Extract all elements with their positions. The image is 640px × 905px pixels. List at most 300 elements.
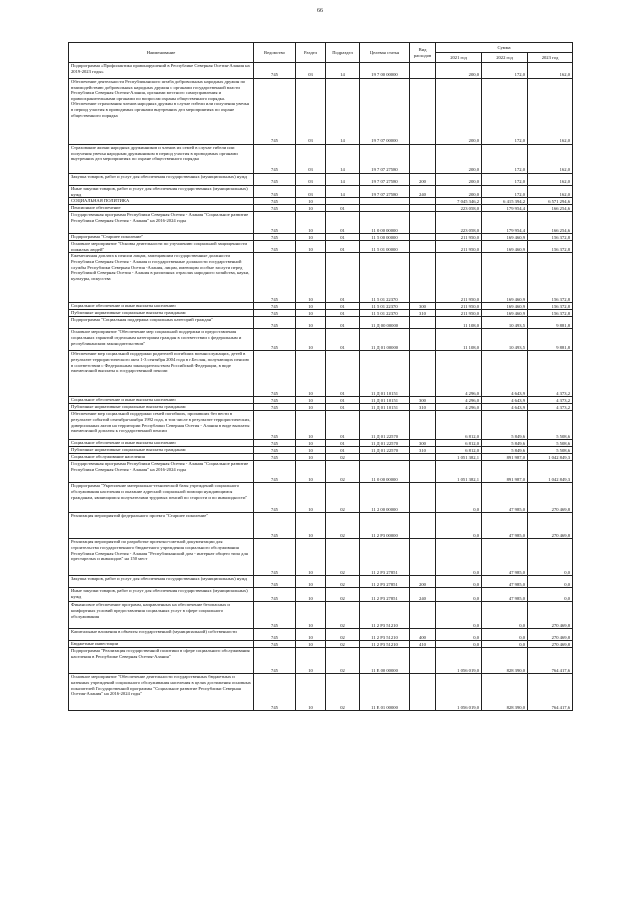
row-sum-2021: 211 950,0 <box>436 303 482 310</box>
row-sum-2022: 169 460,9 <box>482 310 528 317</box>
row-sum-2021: 4 296,0 <box>436 351 482 397</box>
row-sum-2023: 156 372,8 <box>528 303 573 310</box>
row-sum-2021: 11 108,0 <box>436 317 482 329</box>
row-tselevaya-statya <box>360 454 410 461</box>
row-vid-raskhodov <box>410 648 436 674</box>
row-tselevaya-statya: 11 0 00 00000 <box>360 461 410 483</box>
row-sum-2023: 4 373,2 <box>528 397 573 404</box>
row-sum-2023: 270 469,8 <box>528 483 573 513</box>
row-vid-raskhodov <box>410 454 436 461</box>
row-sum-2022: 169 460,9 <box>482 234 528 241</box>
row-podrazdel: 01 <box>326 205 360 212</box>
row-sum-2022: 179 954,4 <box>482 205 528 212</box>
row-vedomstvo: 745 <box>254 329 296 351</box>
row-name: Ежемесячная доплата к пенсии лицам, замещавшим государственные должности Республики Северная Осетия - Алания и государственные должности государственной службы Республики Северная Осетия -Алания, лицам, имеющим особые заслуги перед Республикой Северная Осетия - Алания в различных отраслях народного хозяйства, науки, культуры, искусства <box>69 253 254 303</box>
row-name: СОЦИАЛЬНАЯ ПОЛИТИКА <box>69 198 254 205</box>
row-tselevaya-statya: 11 5 01 22370 <box>360 310 410 317</box>
row-vid-raskhodov <box>410 212 436 234</box>
row-tselevaya-statya: 11 2 P3 00000 <box>360 513 410 539</box>
row-vedomstvo: 745 <box>254 461 296 483</box>
row-sum-2022: 4 643,9 <box>482 351 528 397</box>
table-row <box>69 63 573 79</box>
row-vedomstvo: 745 <box>254 411 296 440</box>
row-razdel: 10 <box>296 404 326 411</box>
row-sum-2022: 10 493,5 <box>482 317 528 329</box>
row-podrazdel: 02 <box>326 641 360 648</box>
row-vid-raskhodov <box>410 253 436 303</box>
row-podrazdel: 01 <box>326 253 360 303</box>
row-podrazdel <box>326 198 360 205</box>
row-tselevaya-statya: 11 2 P3 51210 <box>360 602 410 629</box>
row-vedomstvo: 745 <box>254 205 296 212</box>
row-sum-2023: 4 373,2 <box>528 351 573 397</box>
row-sum-2023: 156 372,8 <box>528 253 573 303</box>
row-vedomstvo: 745 <box>254 513 296 539</box>
row-sum-2022: 10 493,5 <box>482 329 528 351</box>
row-tselevaya-statya: 11 Е 01 00000 <box>360 674 410 711</box>
row-razdel: 03 <box>296 79 326 145</box>
row-razdel: 10 <box>296 641 326 648</box>
table-row <box>69 303 573 310</box>
row-razdel: 10 <box>296 397 326 404</box>
row-sum-2023: 166 254,6 <box>528 212 573 234</box>
row-vedomstvo: 745 <box>254 404 296 411</box>
row-name: Социальное обслуживание населения <box>69 454 254 461</box>
table-row <box>69 539 573 576</box>
row-razdel: 10 <box>296 454 326 461</box>
row-sum-2023: 156 372,8 <box>528 310 573 317</box>
row-sum-2021: 1 056 019,0 <box>436 648 482 674</box>
row-sum-2022: 4 643,9 <box>482 404 528 411</box>
row-razdel: 10 <box>296 461 326 483</box>
row-sum-2023: 162,0 <box>528 79 573 145</box>
row-name: Основное мероприятие "Обеспечение мер социальной поддержки и предоставления социальных гарантий отдельным категориям граждан в соответствии с федеральным и республиканским законодательством" <box>69 329 254 351</box>
row-vedomstvo: 745 <box>254 483 296 513</box>
row-sum-2021: 211 950,0 <box>436 253 482 303</box>
row-vid-raskhodov <box>410 513 436 539</box>
row-vedomstvo: 745 <box>254 440 296 447</box>
row-sum-2022: 5 849,6 <box>482 447 528 454</box>
row-sum-2022: 179 954,4 <box>482 212 528 234</box>
row-razdel: 10 <box>296 447 326 454</box>
table-row <box>69 411 573 440</box>
row-razdel: 03 <box>296 63 326 79</box>
row-sum-2021: 6 812,0 <box>436 440 482 447</box>
row-sum-2022: 47 985,0 <box>482 483 528 513</box>
row-podrazdel: 02 <box>326 576 360 588</box>
row-sum-2023: 0,0 <box>528 539 573 576</box>
table-row <box>69 440 573 447</box>
row-vid-raskhodov <box>410 198 436 205</box>
row-podrazdel: 14 <box>326 174 360 186</box>
row-name: Бюджетные инвестиции <box>69 641 254 648</box>
row-vedomstvo: 745 <box>254 145 296 174</box>
row-razdel: 10 <box>296 253 326 303</box>
row-razdel: 10 <box>296 329 326 351</box>
table-row <box>69 397 573 404</box>
row-sum-2021: 0,0 <box>436 483 482 513</box>
header-vedomstvo: Ведомство <box>254 43 296 63</box>
row-vedomstvo: 745 <box>254 253 296 303</box>
row-vedomstvo: 745 <box>254 234 296 241</box>
row-razdel: 10 <box>296 539 326 576</box>
header-tselevaya-statya: Целевая статья <box>360 43 410 63</box>
table-row <box>69 674 573 711</box>
row-sum-2022: 891 987,0 <box>482 454 528 461</box>
header-year-2022: 2022 год <box>482 53 528 63</box>
row-sum-2022: 172,0 <box>482 63 528 79</box>
row-vid-raskhodov <box>410 145 436 174</box>
row-podrazdel: 01 <box>326 212 360 234</box>
row-vid-raskhodov: 200 <box>410 174 436 186</box>
row-vid-raskhodov <box>410 483 436 513</box>
row-vid-raskhodov: 200 <box>410 576 436 588</box>
row-razdel: 10 <box>296 310 326 317</box>
row-tselevaya-statya: 19 7 07 00000 <box>360 79 410 145</box>
table-row <box>69 329 573 351</box>
row-sum-2021: 0,0 <box>436 576 482 588</box>
header-name: Наименование <box>69 43 254 63</box>
table-row <box>69 629 573 641</box>
row-podrazdel: 01 <box>326 303 360 310</box>
row-sum-2023: 162,0 <box>528 186 573 198</box>
row-podrazdel: 01 <box>326 234 360 241</box>
header-podrazdel: Подраздел <box>326 43 360 63</box>
row-sum-2022: 169 460,9 <box>482 253 528 303</box>
row-vedomstvo: 745 <box>254 648 296 674</box>
row-podrazdel: 14 <box>326 79 360 145</box>
row-name: Социальное обеспечение и иные выплаты населению <box>69 397 254 404</box>
row-vid-raskhodov <box>410 351 436 397</box>
row-tselevaya-statya: 11 Д 01 22570 <box>360 411 410 440</box>
row-tselevaya-statya <box>360 198 410 205</box>
row-sum-2021: 200,0 <box>436 174 482 186</box>
row-vedomstvo: 745 <box>254 63 296 79</box>
row-podrazdel: 02 <box>326 674 360 711</box>
row-podrazdel: 01 <box>326 329 360 351</box>
header-year-2023: 2023 год <box>528 53 573 63</box>
row-sum-2023: 9 881,8 <box>528 329 573 351</box>
row-razdel: 03 <box>296 186 326 198</box>
row-sum-2022: 47 985,0 <box>482 513 528 539</box>
row-podrazdel: 14 <box>326 145 360 174</box>
row-vedomstvo: 745 <box>254 310 296 317</box>
table-row <box>69 174 573 186</box>
row-razdel: 10 <box>296 483 326 513</box>
row-vid-raskhodov <box>410 602 436 629</box>
row-vid-raskhodov: 240 <box>410 186 436 198</box>
row-vid-raskhodov: 300 <box>410 440 436 447</box>
row-sum-2023: 764 417,6 <box>528 648 573 674</box>
row-sum-2022: 172,0 <box>482 145 528 174</box>
row-sum-2022: 828 390,0 <box>482 648 528 674</box>
row-sum-2021: 211 950,0 <box>436 234 482 241</box>
row-tselevaya-statya: 11 Д 01 10151 <box>360 397 410 404</box>
row-tselevaya-statya: 11 2 P3 27851 <box>360 576 410 588</box>
row-name: Страхование жизни народных дружинников и членов их семей в случае гибели или получения увечья народным дружинником в период участия в проводимых органами внутренних дел мероприятиях по охране общественного порядка <box>69 145 254 174</box>
table-body <box>69 63 573 711</box>
row-vedomstvo: 745 <box>254 212 296 234</box>
row-tselevaya-statya: 11 Д 01 00000 <box>360 329 410 351</box>
row-razdel: 10 <box>296 440 326 447</box>
row-sum-2022: 172,0 <box>482 174 528 186</box>
row-vedomstvo: 745 <box>254 454 296 461</box>
row-vid-raskhodov: 240 <box>410 588 436 602</box>
header-year-2021: 2021 год <box>436 53 482 63</box>
row-podrazdel: 02 <box>326 648 360 674</box>
row-sum-2023: 162,0 <box>528 63 573 79</box>
row-tselevaya-statya: 11 2 P3 51210 <box>360 641 410 648</box>
table-row <box>69 186 573 198</box>
row-podrazdel: 01 <box>326 440 360 447</box>
row-vid-raskhodov <box>410 411 436 440</box>
row-sum-2022: 891 987,0 <box>482 461 528 483</box>
row-name: Обеспечение мер социальной поддержки родителей погибших военнослужащих, детей в результате террористического акта 1-3 сентября 2004 года в г.Беслан, получающих пенсию в соответствии с Федеральным законодательством Российской Федерации, в виде ежемесячной выплаты к государственной пенсии <box>69 351 254 397</box>
row-razdel: 10 <box>296 212 326 234</box>
table-row <box>69 576 573 588</box>
row-sum-2023: 162,0 <box>528 145 573 174</box>
table-row <box>69 461 573 483</box>
row-sum-2023: 0,0 <box>528 588 573 602</box>
row-sum-2023: 9 881,8 <box>528 317 573 329</box>
row-vedomstvo: 745 <box>254 198 296 205</box>
row-vid-raskhodov <box>410 317 436 329</box>
row-sum-2023: 5 508,6 <box>528 411 573 440</box>
row-sum-2021: 1 051 382,1 <box>436 454 482 461</box>
row-sum-2023: 1 042 849,3 <box>528 461 573 483</box>
row-sum-2023: 156 372,8 <box>528 241 573 253</box>
row-razdel: 10 <box>296 351 326 397</box>
row-sum-2023: 162,0 <box>528 174 573 186</box>
row-tselevaya-statya: 11 5 00 00000 <box>360 234 410 241</box>
row-podrazdel: 02 <box>326 461 360 483</box>
row-vedomstvo: 745 <box>254 674 296 711</box>
table-row <box>69 212 573 234</box>
table-row <box>69 253 573 303</box>
row-vid-raskhodov: 310 <box>410 404 436 411</box>
row-vedomstvo: 745 <box>254 447 296 454</box>
table-row <box>69 79 573 145</box>
row-name: Основное мероприятие "Обеспечение деятельности государственных бюджетных и казенных учреждений социального обслуживания населения в целях достижения основных показателей Государственной программы "Социальное развитие Республики Северная Осетия-Алания" на 2016-2024 годы" <box>69 674 254 711</box>
row-tselevaya-statya: 11 0 00 00000 <box>360 212 410 234</box>
table-row <box>69 145 573 174</box>
row-podrazdel: 02 <box>326 539 360 576</box>
row-podrazdel: 01 <box>326 241 360 253</box>
row-name: Подпрограмма "Социальная поддержка социальных категорий граждан" <box>69 317 254 329</box>
row-podrazdel: 14 <box>326 186 360 198</box>
row-razdel: 10 <box>296 576 326 588</box>
row-tselevaya-statya: 11 2 P3 27851 <box>360 539 410 576</box>
row-name: Подпрограмма «Профилактика правонарушений в Республике Северная Осетия-Алания на 2019-2023 годы» <box>69 63 254 79</box>
row-sum-2021: 0,0 <box>436 539 482 576</box>
row-name: Публичные нормативные социальные выплаты гражданам <box>69 447 254 454</box>
row-sum-2021: 200,0 <box>436 79 482 145</box>
row-sum-2022: 47 985,0 <box>482 539 528 576</box>
row-sum-2021: 7 045 346,2 <box>436 198 482 205</box>
row-vedomstvo: 745 <box>254 79 296 145</box>
row-vid-raskhodov <box>410 234 436 241</box>
row-name: Обеспечение деятельности Республиканского штаба добровольных народных дружин по взаимодействию добровольных народных дружин с органами государственной власти Республики Северная Осетия-Алания, органами местного самоуправления и правоохранительными органами по вопросам охраны общественного порядка. Обеспечение страхования членов народных дружин в случае гибели или получения увечья в период участия в проводимых органами внутренних дел мероприятиях по охране общественного порядка <box>69 79 254 145</box>
row-sum-2023: 270 469,8 <box>528 641 573 648</box>
row-sum-2023: 4 373,2 <box>528 404 573 411</box>
row-sum-2021: 0,0 <box>436 588 482 602</box>
row-tselevaya-statya: 11 Д 01 10151 <box>360 404 410 411</box>
row-vedomstvo: 745 <box>254 641 296 648</box>
row-sum-2021: 223 058,0 <box>436 205 482 212</box>
row-sum-2023: 270 469,8 <box>528 602 573 629</box>
row-sum-2021: 0,0 <box>436 629 482 641</box>
row-vid-raskhodov <box>410 539 436 576</box>
row-razdel: 10 <box>296 205 326 212</box>
row-podrazdel: 01 <box>326 317 360 329</box>
row-sum-2022: 828 390,0 <box>482 674 528 711</box>
table-row <box>69 641 573 648</box>
row-sum-2022: 0,0 <box>482 629 528 641</box>
row-vid-raskhodov <box>410 329 436 351</box>
row-vid-raskhodov <box>410 205 436 212</box>
row-tselevaya-statya: 11 Д 01 22570 <box>360 440 410 447</box>
row-name: Подпрограмма "Старшее поколение" <box>69 234 254 241</box>
row-vedomstvo: 745 <box>254 539 296 576</box>
row-name: Закупка товаров, работ и услуг для обеспечения государственных (муниципальных) нужд <box>69 576 254 588</box>
row-razdel: 10 <box>296 629 326 641</box>
table-row <box>69 205 573 212</box>
row-razdel: 10 <box>296 198 326 205</box>
row-razdel: 10 <box>296 674 326 711</box>
row-tselevaya-statya: 11 2 P3 51210 <box>360 629 410 641</box>
row-vid-raskhodov: 410 <box>410 641 436 648</box>
row-podrazdel: 01 <box>326 351 360 397</box>
table-row <box>69 513 573 539</box>
row-vid-raskhodov: 400 <box>410 629 436 641</box>
row-name: Основное мероприятие "Основы деятельности по улучшению социальной защищенности пожилых людей" <box>69 241 254 253</box>
table-row <box>69 234 573 241</box>
row-vid-raskhodov: 300 <box>410 397 436 404</box>
row-sum-2021: 223 058,0 <box>436 212 482 234</box>
row-sum-2023: 0,0 <box>528 576 573 588</box>
row-razdel: 03 <box>296 174 326 186</box>
row-sum-2021: 11 108,0 <box>436 329 482 351</box>
row-razdel: 10 <box>296 234 326 241</box>
row-sum-2023: 156 372,8 <box>528 234 573 241</box>
row-sum-2022: 5 849,6 <box>482 411 528 440</box>
row-tselevaya-statya: 11 5 01 22370 <box>360 253 410 303</box>
budget-table <box>68 42 573 711</box>
header-razdel: Раздел <box>296 43 326 63</box>
row-vedomstvo: 745 <box>254 174 296 186</box>
row-tselevaya-statya: 19 7 07 27580 <box>360 145 410 174</box>
table-row <box>69 483 573 513</box>
row-tselevaya-statya: 19 7 07 27580 <box>360 174 410 186</box>
row-sum-2021: 0,0 <box>436 602 482 629</box>
row-podrazdel: 02 <box>326 629 360 641</box>
row-tselevaya-statya: 19 7 00 00000 <box>360 63 410 79</box>
row-name: Подпрограмма "Укрепление материально-технической базы учреждений социального обслуживания населения и оказание адресной социальной помощи нуждающимся гражданам, являющимся получателями трудовых пенсий по старости и по инвалидности" <box>69 483 254 513</box>
row-razdel: 10 <box>296 317 326 329</box>
row-tselevaya-statya: 11 5 01 00000 <box>360 241 410 253</box>
table-row <box>69 198 573 205</box>
row-name: Социальное обеспечение и иные выплаты населению <box>69 303 254 310</box>
row-name: Пенсионное обеспечение <box>69 205 254 212</box>
row-podrazdel: 14 <box>326 63 360 79</box>
row-tselevaya-statya: 11 2 P3 27851 <box>360 588 410 602</box>
row-sum-2021: 1 051 382,1 <box>436 461 482 483</box>
row-name: Государственная программа Республики Северная Осетия - Алания "Социальное развитие Республики Северная Осетия - Алания" на 2016-2024 годы <box>69 212 254 234</box>
row-razdel: 10 <box>296 588 326 602</box>
row-razdel: 10 <box>296 602 326 629</box>
row-sum-2022: 6 415 394,2 <box>482 198 528 205</box>
table-row <box>69 404 573 411</box>
row-sum-2021: 200,0 <box>436 63 482 79</box>
row-razdel: 10 <box>296 241 326 253</box>
row-podrazdel: 01 <box>326 404 360 411</box>
row-tselevaya-statya: 19 7 07 27580 <box>360 186 410 198</box>
row-tselevaya-statya: 11 Е 00 00000 <box>360 648 410 674</box>
row-vid-raskhodov <box>410 674 436 711</box>
row-tselevaya-statya: 11 Д 01 22570 <box>360 447 410 454</box>
row-vid-raskhodov: 300 <box>410 303 436 310</box>
row-sum-2022: 0,0 <box>482 602 528 629</box>
row-sum-2022: 172,0 <box>482 79 528 145</box>
row-tselevaya-statya: 11 Д 01 10151 <box>360 351 410 397</box>
table-row <box>69 602 573 629</box>
row-sum-2022: 47 985,0 <box>482 588 528 602</box>
row-sum-2023: 270 469,8 <box>528 629 573 641</box>
row-name: Закупка товаров, работ и услуг для обеспечения государственных (муниципальных) нужд <box>69 174 254 186</box>
row-sum-2023: 166 254,6 <box>528 205 573 212</box>
header-summa: Сумма <box>436 43 573 53</box>
row-podrazdel: 01 <box>326 397 360 404</box>
row-sum-2023: 270 469,8 <box>528 513 573 539</box>
row-vid-raskhodov <box>410 461 436 483</box>
table-row <box>69 588 573 602</box>
table-row <box>69 447 573 454</box>
row-podrazdel: 02 <box>326 602 360 629</box>
row-vedomstvo: 745 <box>254 629 296 641</box>
row-sum-2021: 0,0 <box>436 641 482 648</box>
row-vid-raskhodov <box>410 241 436 253</box>
row-vid-raskhodov: 310 <box>410 447 436 454</box>
row-name: Государственная программа Республики Северная Осетия - Алания "Социальное развитие Республики Северная Осетия - Алания" на 2016-2024 годы <box>69 461 254 483</box>
row-sum-2021: 200,0 <box>436 186 482 198</box>
row-sum-2022: 172,0 <box>482 186 528 198</box>
row-tselevaya-statya: 11 5 01 22370 <box>360 303 410 310</box>
row-vedomstvo: 745 <box>254 576 296 588</box>
table-row <box>69 241 573 253</box>
row-sum-2021: 4 296,0 <box>436 404 482 411</box>
row-vedomstvo: 745 <box>254 397 296 404</box>
row-podrazdel: 01 <box>326 310 360 317</box>
row-vid-raskhodov <box>410 63 436 79</box>
row-sum-2023: 5 508,6 <box>528 447 573 454</box>
row-name: Подпрограмма "Реализация государственной политики в сфере социального обслуживания населения в Республике Северная Осетия-Алания" <box>69 648 254 674</box>
row-sum-2022: 4 643,9 <box>482 397 528 404</box>
row-razdel: 03 <box>296 145 326 174</box>
row-name: Обеспечение мер социальной поддержки семей погибших, пропавших без вести в результате событий сентября-ноября 1992 года, в том числе в результате террористических, диверсионных актов на территории Республики Северная Осетия - Алания в виде выплаты ежемесячной доплаты к государственной пенсии <box>69 411 254 440</box>
row-name: Финансовое обеспечение программ, направленных на обеспечение безопасных и комфортных условий предоставления социальных услуг в сфере социального обслуживания <box>69 602 254 629</box>
row-sum-2021: 200,0 <box>436 145 482 174</box>
row-vedomstvo: 745 <box>254 186 296 198</box>
row-razdel: 10 <box>296 303 326 310</box>
row-sum-2021: 1 056 019,0 <box>436 674 482 711</box>
row-sum-2021: 6 812,0 <box>436 447 482 454</box>
row-podrazdel: 01 <box>326 411 360 440</box>
row-sum-2021: 0,0 <box>436 513 482 539</box>
row-tselevaya-statya <box>360 205 410 212</box>
row-vedomstvo: 745 <box>254 588 296 602</box>
table-row <box>69 648 573 674</box>
table-row <box>69 317 573 329</box>
